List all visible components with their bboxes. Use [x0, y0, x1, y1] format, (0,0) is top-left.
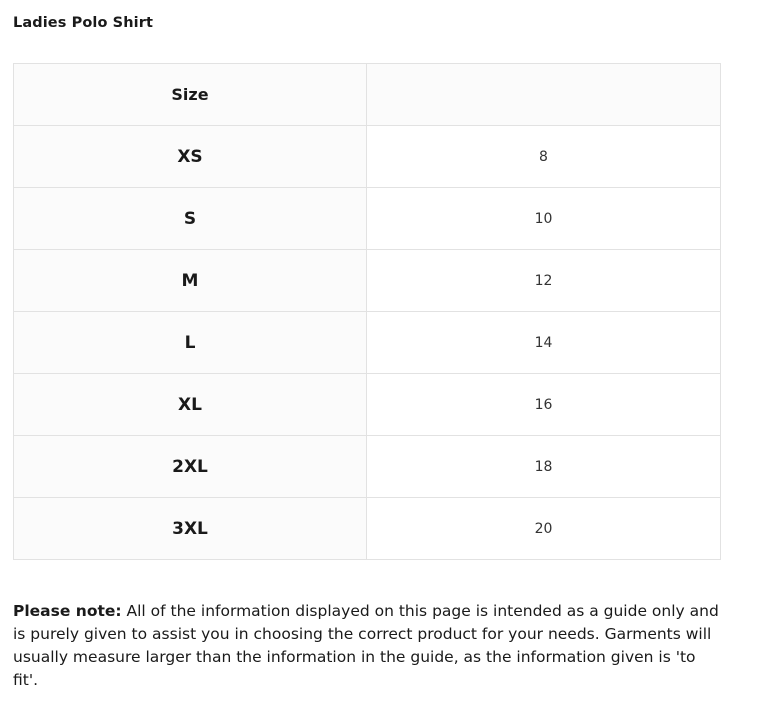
row-size-label: XL: [14, 374, 367, 436]
disclaimer-note: [13, 600, 723, 692]
table-row: [14, 312, 721, 374]
row-size-label: S: [14, 188, 367, 250]
size-chart-table: [13, 63, 721, 560]
row-size-value: 16: [367, 374, 721, 436]
row-size-label: L: [14, 312, 367, 374]
row-size-value: 20: [367, 498, 721, 560]
disclaimer-text: All of the information displayed on this page is intended as a guide only and is purely given to assist you in choosing the correct product for your needs. Garments will usually measure larger than the information in the guide, as the information given is 'to fit'.: [13, 602, 719, 689]
table-row: [14, 498, 721, 560]
disclaimer-label: Please note:: [13, 602, 122, 620]
row-size-label: XS: [14, 126, 367, 188]
row-size-value: 18: [367, 436, 721, 498]
row-size-label: 2XL: [14, 436, 367, 498]
table-row: [14, 126, 721, 188]
table-row: [14, 188, 721, 250]
row-size-value: 10: [367, 188, 721, 250]
column-header-value: [367, 64, 721, 126]
page-title: Ladies Polo Shirt: [13, 15, 153, 31]
row-size-value: 12: [367, 250, 721, 312]
table-header-row: [14, 64, 721, 126]
row-size-value: 14: [367, 312, 721, 374]
table-row: [14, 250, 721, 312]
row-size-value: 8: [367, 126, 721, 188]
row-size-label: M: [14, 250, 367, 312]
column-header-size: Size: [14, 64, 367, 126]
table-row: [14, 374, 721, 436]
row-size-label: 3XL: [14, 498, 367, 560]
table-row: [14, 436, 721, 498]
